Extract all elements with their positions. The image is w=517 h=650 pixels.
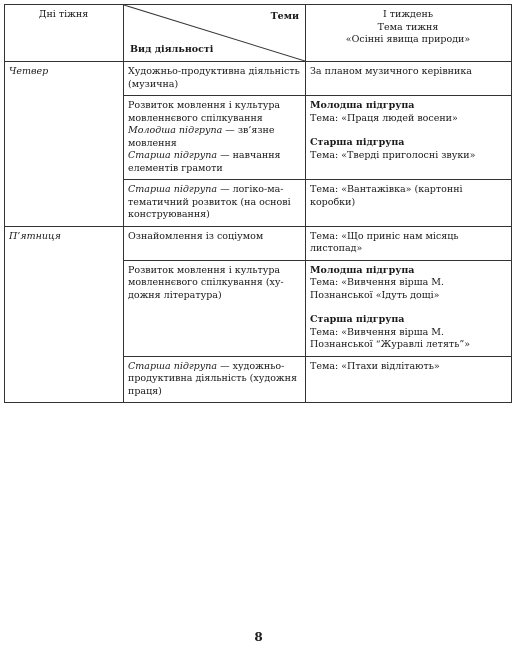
header-days: Дні тіжня [5,5,124,62]
activity-cell [124,180,306,227]
topic-cell [306,260,512,356]
older-group-heading: Старша підгрупа [310,137,405,148]
activity-text: — логіко-математичний розвиток (на основі конструювання) [128,184,291,220]
older-subgroup-label: Старша підгрупа [128,150,218,161]
activity-cell [124,356,306,403]
table-row [5,226,512,260]
topic-cell [306,96,512,180]
older-group-heading: Старша підгрупа [310,314,405,325]
weekly-plan-table [4,4,512,403]
younger-subgroup-text: — зв’язне мовлення [128,125,275,149]
older-subgroup-label: Старша підгрупа [128,184,218,195]
table-row [5,62,512,96]
older-group-topic: Тема: «Вивчення вірша М. Познанської “Журавлі летять”» [310,326,471,350]
younger-subgroup-label: Молодша підгрупа [128,125,223,136]
topic-cell: За планом музичного керівника [306,62,512,96]
younger-group-topic: Тема: «Вивчення вірша М. Познанської «Ідуть дощі» [310,277,445,301]
activity-text: — художньо-продуктивна діяльність (художня праця) [128,360,297,397]
topic-cell: Тема: «Птахи відлітають» [306,356,512,403]
week-number: І тиждень [382,9,434,20]
day-thursday: Четвер [5,62,124,227]
table-header-row [5,5,512,62]
week-theme-label: Тема тижня [377,21,439,33]
activity-cell: Ознайомлення із соціумом [124,226,306,260]
topic-cell: Тема: «Що приніс нам місяць листопад» [306,226,512,260]
older-subgroup-text: — навчання елементів грамоти [128,150,281,174]
day-friday: П’ятниця [5,226,124,403]
younger-group-heading: Молодша підгрупа [310,100,415,111]
younger-group-topic: Тема: «Праця людей восени» [310,112,458,124]
header-week [306,5,512,62]
activity-cell: Розвиток мовлення і культура мовленнєвого спілкування (художня література) [124,260,306,356]
older-group-topic: Тема: «Тверді приголосні звуки» [310,149,476,161]
activity-text: Розвиток мовлення і культура мовленнєвого спілкування [128,100,281,124]
header-activity: Вид діяльності [130,43,214,55]
activity-cell: Художньо-продуктивна діяльність (музична) [124,62,306,96]
header-diagonal-cell [124,5,306,62]
activity-cell [124,96,306,180]
younger-group-heading: Молодша підгрупа [310,264,415,276]
week-theme: «Осінні явища природи» [345,34,471,45]
page-number: 8 [254,630,263,644]
header-themes: Теми [270,11,299,22]
topic-cell: Тема: «Вантажівка» (картонні коробки) [306,180,512,227]
older-subgroup-label: Старша підгрупа [128,360,218,372]
